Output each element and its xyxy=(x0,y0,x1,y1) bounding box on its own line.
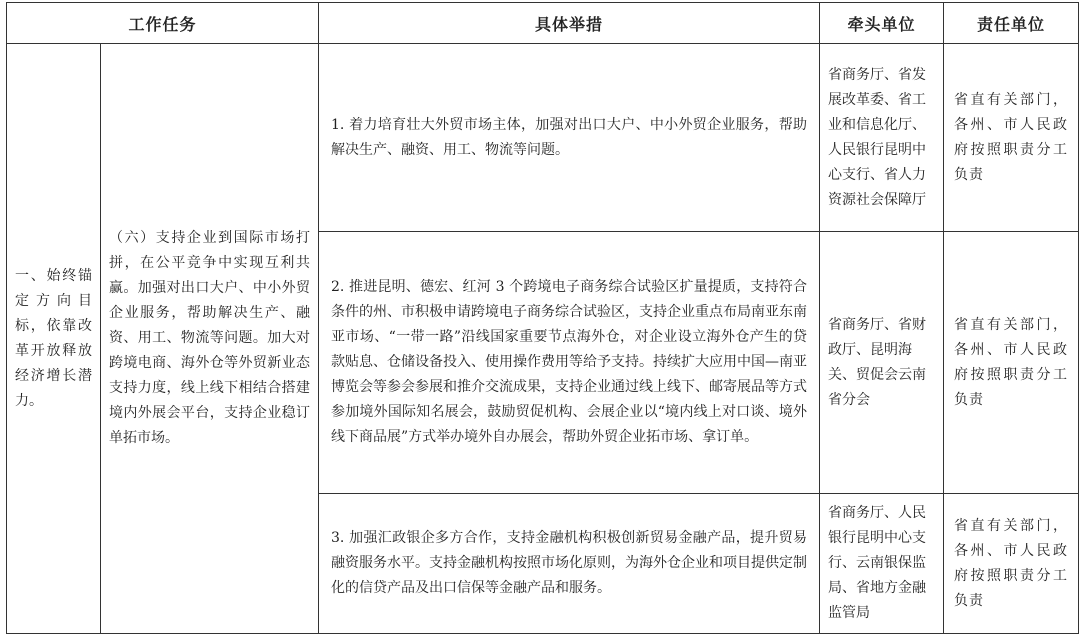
measure-cell: 1. 着力培育壮大外贸市场主体，加强对出口大户、中小外贸企业服务，帮助解决生产、融资、用工、物流等问题。 xyxy=(319,44,820,232)
header-task: 工作任务 xyxy=(7,3,319,44)
task-cell: 一、始终锚定方向目标，依靠改革开放释放经济增长潜力。 xyxy=(7,44,101,634)
measure-cell: 3. 加强汇政银企多方合作，支持金融机构积极创新贸易金融产品，提升贸易融资服务水平。支持金融机构按照市场化原则，为海外仓企业和项目提供定制化的信贷产品及出口信保等金融产品和服务。 xyxy=(319,494,820,634)
subtask-cell: （六）支持企业到国际市场打拼，在公平竞争中实现互利共赢。加强对出口大户、中小外贸企业服务，帮助解决生产、融资、用工、物流等问题。加大对跨境电商、海外仓等外贸新业态支持力度，线上线下相结合搭建境内外展会平台，支持企业稳订单拓市场。 xyxy=(101,44,319,634)
responsible-unit-cell: 省直有关部门，各州、市人民政府按照职责分工负责 xyxy=(944,494,1079,634)
lead-unit-cell: 省商务厅、人民银行昆明中心支行、云南银保监局、省地方金融监管局 xyxy=(820,494,944,634)
header-measure: 具体举措 xyxy=(319,3,820,44)
table-row xyxy=(7,44,1079,232)
responsible-unit-cell: 省直有关部门，各州、市人民政府按照职责分工负责 xyxy=(944,232,1079,494)
responsible-unit-cell: 省直有关部门，各州、市人民政府按照职责分工负责 xyxy=(944,44,1079,232)
measure-cell: 2. 推进昆明、德宏、红河 3 个跨境电子商务综合试验区扩量提质，支持符合条件的州、市积极申请跨境电子商务综合试验区，支持企业重点布局南亚东南亚市场、“一带一路”沿线国家重要节点海外仓，对企业设立海外仓产生的贷款贴息、仓储设备投入、使用操作费用等给予支持。持续扩大应用中国—南亚博览会等参会参展和推介交流成果，支持企业通过线上线下、邮寄展品等方式参加境外国际知名展会，鼓励贸促机构、会展企业以“境内线上对口谈、境外线下商品展”方式举办境外自办展会，帮助外贸企业拓市场、拿订单。 xyxy=(319,232,820,494)
policy-table xyxy=(6,2,1079,634)
header-row xyxy=(7,3,1079,44)
header-responsible: 责任单位 xyxy=(944,3,1079,44)
lead-unit-cell: 省商务厅、省财政厅、昆明海关、贸促会云南省分会 xyxy=(820,232,944,494)
lead-unit-cell: 省商务厅、省发展改革委、省工业和信息化厅、人民银行昆明中心支行、省人力资源社会保障厅 xyxy=(820,44,944,232)
header-lead: 牵头单位 xyxy=(820,3,944,44)
policy-table-wrapper xyxy=(6,2,1079,634)
